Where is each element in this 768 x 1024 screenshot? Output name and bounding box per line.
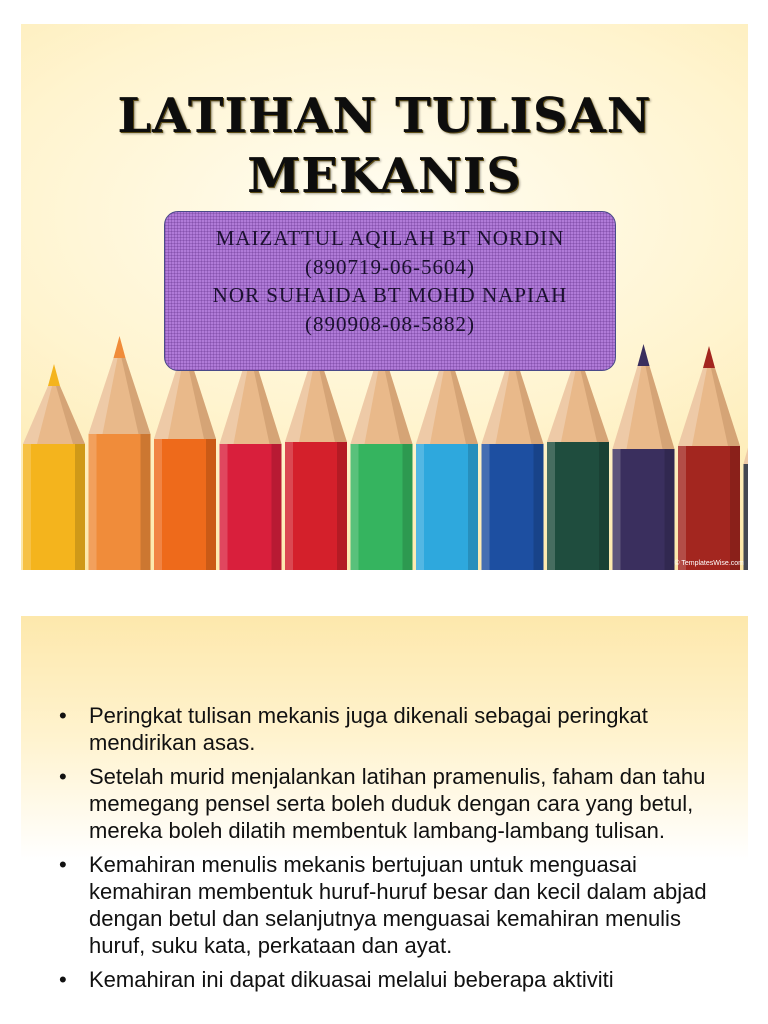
- bullet-item: • Peringkat tulisan mekanis juga dikenali sebagai peringkat mendirikan asas.: [55, 702, 735, 756]
- author-1-id: (890719-06-5604): [305, 254, 475, 279]
- image-credit: © TemplatesWise.com: [674, 560, 744, 567]
- slide-title: [21, 24, 748, 570]
- slide-content: [21, 616, 748, 1024]
- pencil-tip: [48, 364, 60, 386]
- author-2-id: (890908-08-5882): [305, 311, 475, 336]
- bullet-item: • Setelah murid menjalankan latihan pramenulis, faham dan tahu memegang pensel serta boleh duduk dengan cara yang betul, mereka boleh dilatih membentuk lambang-lambang tulisan.: [55, 763, 735, 844]
- bullet-list: [55, 702, 735, 1000]
- pencil-tip: [703, 346, 715, 368]
- author-1-name: MAIZATTUL AQILAH BT NORDIN: [215, 226, 565, 250]
- pencil-tip: [638, 344, 650, 366]
- pencil-tip: [114, 336, 126, 358]
- title-line-1: LATIHAN TULISAN: [117, 88, 652, 144]
- authors-box: [164, 211, 616, 371]
- author-2-name: NOR SUHAIDA BT MOHD NAPIAH: [212, 283, 568, 307]
- slide-title-heading: [21, 86, 748, 206]
- bullet-item: • Kemahiran ini dapat dikuasai melalui beberapa aktiviti: [55, 966, 735, 993]
- title-line-2: MEKANIS: [247, 148, 522, 204]
- bullet-item: • Kemahiran menulis mekanis bertujuan untuk menguasai kemahiran membentuk huruf-huruf besar dan kecil dalam abjad dengan betul dan selanjutnya menguasai kemahiran menulis huruf, suku kata, perkataan dan ayat.: [55, 851, 735, 959]
